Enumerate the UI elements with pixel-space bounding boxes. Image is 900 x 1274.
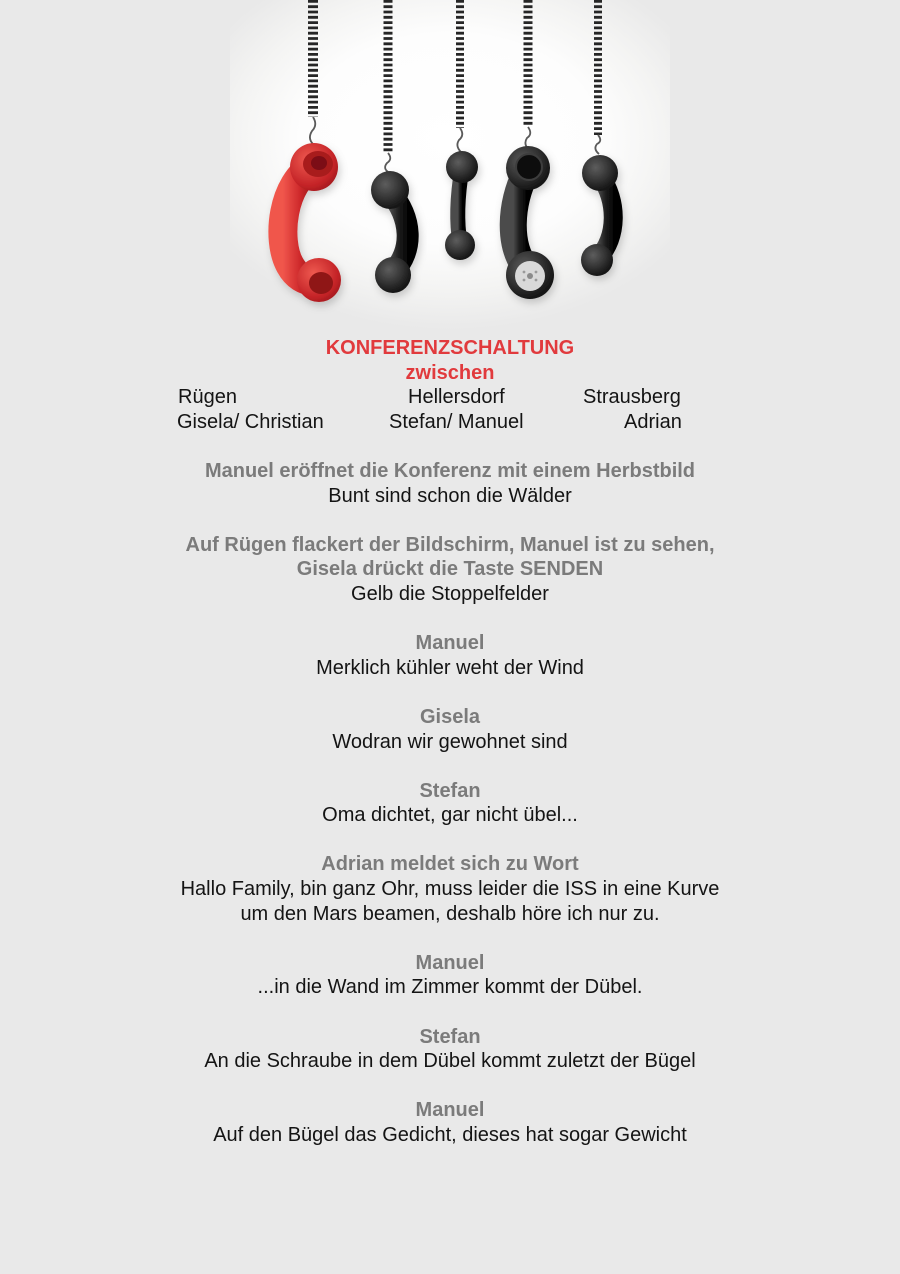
stanza (0, 1025, 900, 1074)
stanza (0, 705, 900, 754)
verse-line: ...in die Wand im Zimmer kommt der Dübel. (257, 976, 643, 999)
telephone-handset-black-5-icon (581, 155, 618, 276)
speaker-heading: Manuel (415, 632, 485, 655)
verse-line: Wodran wir gewohnet sind (332, 730, 568, 753)
stanza (0, 852, 900, 926)
hanging-telephones-photo (230, 0, 670, 330)
stanza (0, 533, 900, 607)
participants-ruegen: Gisela/ Christian (177, 410, 324, 433)
telephone-handset-black-2-icon (371, 171, 411, 293)
stanza (0, 631, 900, 680)
participants-row (0, 410, 900, 435)
stanza (0, 779, 900, 828)
participants-strausberg: Adrian (624, 410, 682, 433)
telephones-illustration (230, 0, 670, 330)
verse-line: Bunt sind schon die Wälder (328, 484, 572, 507)
verse-line: Auf den Bügel das Gedicht, dieses hat sogar Gewicht (213, 1124, 687, 1146)
stanza (0, 951, 900, 1000)
speaker-heading: Stefan (419, 779, 481, 802)
location-strausberg: Strausberg (583, 386, 681, 409)
verse-line: An die Schraube in dem Dübel kommt zuletzt der Bügel (204, 1050, 696, 1073)
verse-line: Hallo Family, bin ganz Ohr, muss leider die ISS in eine Kurve (180, 878, 720, 901)
poem-text-block (0, 336, 900, 1148)
verse-line: Oma dichtet, gar nicht übel... (322, 804, 578, 827)
stanza (0, 1098, 900, 1147)
telephone-handset-black-4-icon (506, 146, 554, 299)
telephone-handset-black-3-icon (445, 151, 478, 260)
verse-line: Merklich kühler weht der Wind (316, 656, 584, 679)
speaker-heading: Stefan (419, 1025, 481, 1048)
page-title: KONFERENZSCHALTUNG (325, 337, 575, 359)
speaker-heading: Gisela drückt die Taste SENDEN (296, 558, 604, 581)
verse-line: um den Mars beamen, deshalb höre ich nur zu. (240, 902, 660, 925)
verse-line: Gelb die Stoppelfelder (351, 582, 549, 605)
speaker-heading: Gisela (419, 705, 481, 728)
speaker-heading: Auf Rügen flackert der Bildschirm, Manuel ist zu sehen, (185, 533, 715, 556)
locations-row (0, 385, 900, 410)
telephone-handset-red-icon (283, 143, 341, 302)
speaker-heading: Manuel eröffnet die Konferenz mit einem Herbstbild (204, 459, 696, 482)
location-ruegen: Rügen (178, 386, 237, 409)
speaker-heading: Adrian meldet sich zu Wort (321, 853, 579, 876)
speaker-heading: Manuel (415, 1099, 485, 1122)
page-subtitle: zwischen (405, 361, 495, 384)
stanza (0, 459, 900, 508)
speaker-heading: Manuel (415, 951, 485, 974)
participants-hellersdorf: Stefan/ Manuel (389, 410, 524, 433)
coiled-cords (310, 0, 600, 173)
location-hellersdorf: Hellersdorf (408, 386, 505, 409)
